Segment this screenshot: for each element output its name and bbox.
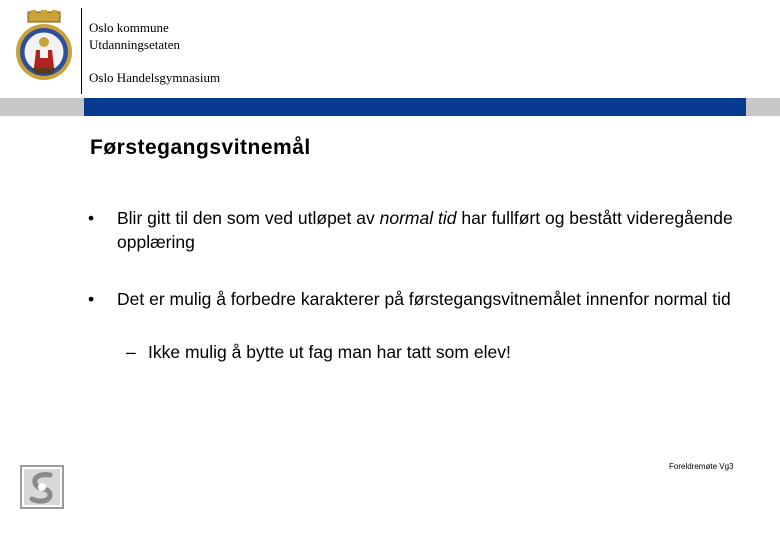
school-name: Oslo Handelsgymnasium bbox=[89, 70, 221, 85]
department-name: Utdanningsetaten bbox=[89, 37, 180, 52]
bullet-text-part: Blir gitt til den som ved utløpet av bbox=[117, 208, 380, 228]
bullet-symbol: • bbox=[88, 289, 95, 309]
bullet-text: Det er mulig å forbedre karakterer på førstegangsvitnemålet innenfor normal tid bbox=[117, 289, 731, 309]
bullet-emphasis: normal tid bbox=[379, 208, 457, 228]
bullet-symbol: • bbox=[88, 208, 95, 228]
bullet-text-part: har fullført og bestått videregående opplæring bbox=[117, 208, 733, 252]
sub-bullet-text: Ikke mulig å bytte ut fag man har tatt som elev! bbox=[148, 342, 511, 362]
oslo-emblem-icon bbox=[20, 465, 64, 509]
org-name: Oslo kommune bbox=[89, 20, 169, 35]
header-divider bbox=[81, 8, 82, 94]
header-accent-bar bbox=[84, 98, 746, 116]
slide-title: Førstegangsvitnemål bbox=[90, 136, 311, 159]
oslo-coat-of-arms-icon bbox=[14, 10, 74, 82]
bullet-text bbox=[117, 206, 757, 254]
footer-text: Foreldremøte Vg3 bbox=[669, 462, 734, 471]
sub-bullet-symbol: – bbox=[126, 342, 136, 362]
